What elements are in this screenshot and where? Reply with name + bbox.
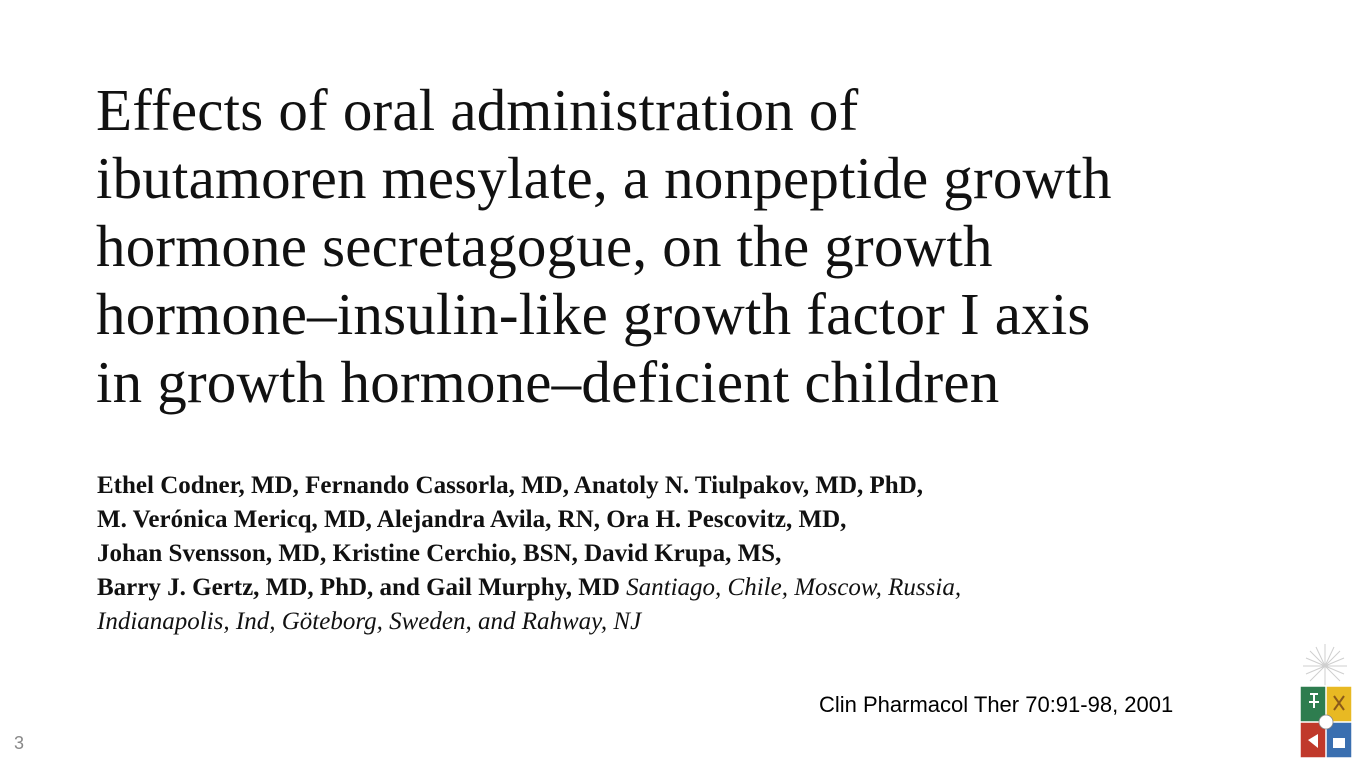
author-locations-continued: Indianapolis, Ind, Göteborg, Sweden, and Rahway, NJ bbox=[97, 608, 642, 635]
author-line: M. Verónica Mericq, MD, Alejandra Avila, RN, Ora H. Pescovitz, MD, bbox=[97, 506, 847, 533]
article-title bbox=[96, 76, 1296, 416]
author-line: Johan Svensson, MD, Kristine Cerchio, BSN, David Krupa, MS, bbox=[97, 540, 782, 567]
title-line: Effects of oral administration of bbox=[96, 77, 859, 143]
university-crest-icon bbox=[1296, 644, 1354, 760]
journal-citation: Clin Pharmacol Ther 70:91-98, 2001 bbox=[819, 692, 1174, 717]
title-line: hormone–insulin-like growth factor I axis bbox=[96, 281, 1091, 347]
author-line: Ethel Codner, MD, Fernando Cassorla, MD, Anatoly N. Tiulpakov, MD, PhD, bbox=[97, 472, 924, 499]
title-line: in growth hormone–deficient children bbox=[96, 349, 1000, 415]
author-locations: Santiago, Chile, Moscow, Russia, bbox=[626, 574, 962, 601]
title-line: ibutamoren mesylate, a nonpeptide growth bbox=[96, 145, 1112, 211]
title-line: hormone secretagogue, on the growth bbox=[96, 213, 993, 279]
author-line bbox=[97, 571, 1277, 605]
author-line-text: Barry J. Gertz, MD, PhD, and Gail Murphy, MD bbox=[97, 574, 620, 601]
slide-number: 3 bbox=[14, 733, 25, 753]
crest-shield-icon bbox=[1300, 686, 1352, 758]
author-list bbox=[97, 469, 1277, 639]
sunburst-icon bbox=[1303, 644, 1347, 686]
